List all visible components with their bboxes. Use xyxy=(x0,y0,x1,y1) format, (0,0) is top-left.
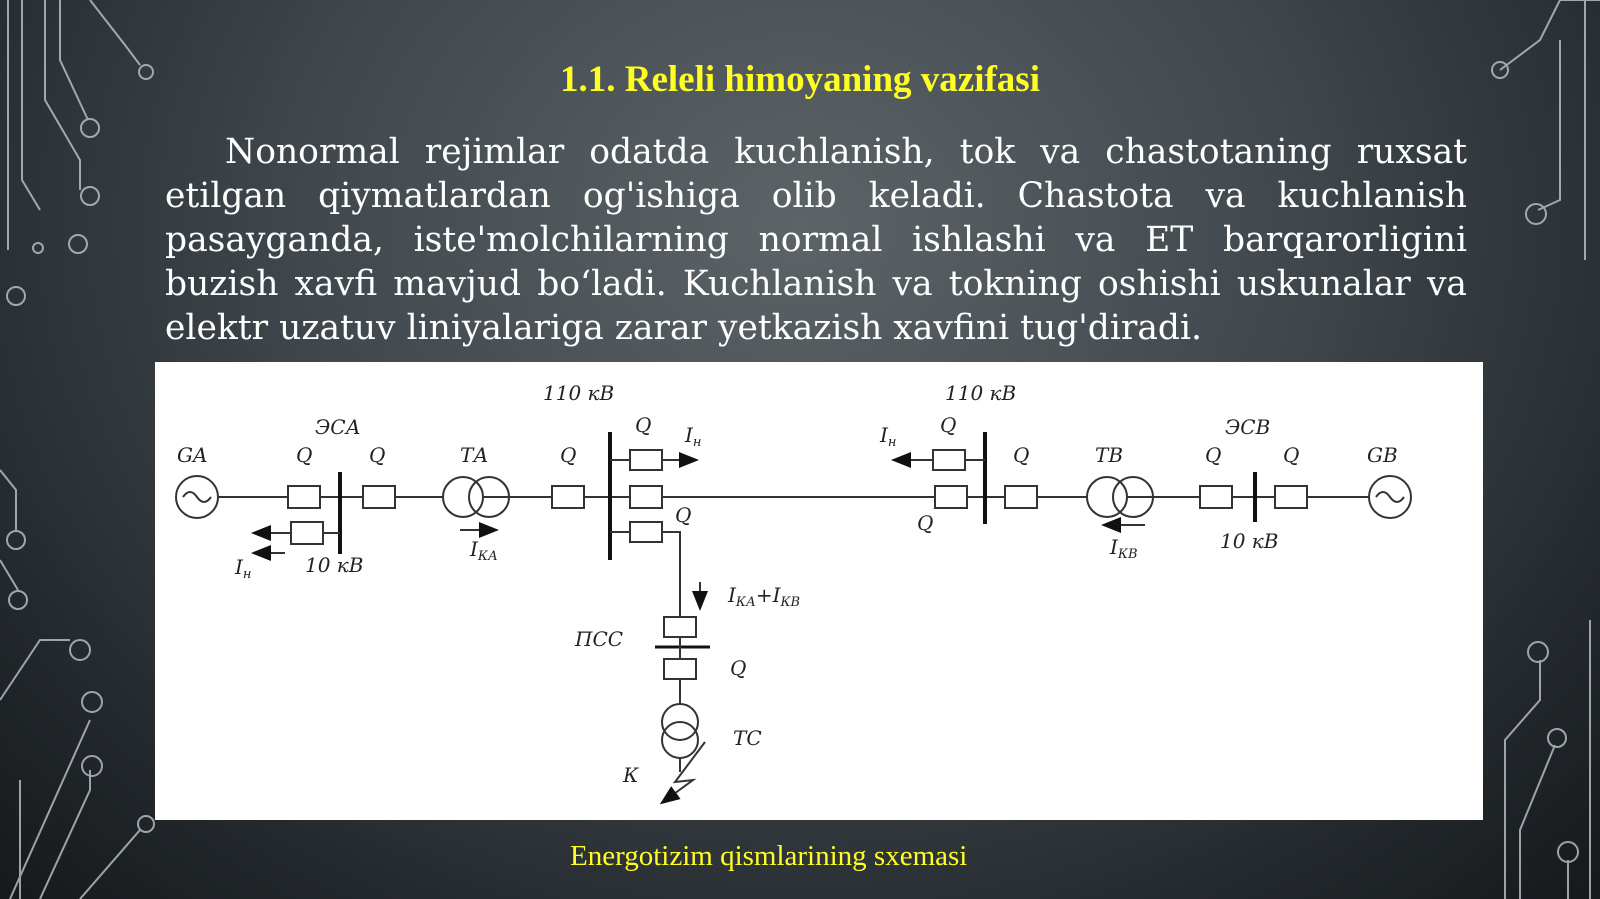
power-system-diagram xyxy=(155,362,1483,820)
label-10kv-left: 10 кВ xyxy=(305,553,364,577)
breaker-q xyxy=(935,486,967,508)
breaker-q xyxy=(664,659,696,679)
slide-title: 1.1. Releli himoyaning vazifasi xyxy=(560,59,1040,100)
breaker-q xyxy=(363,486,395,508)
label-110kv-left: 110 кВ xyxy=(543,381,615,405)
label-q: Q xyxy=(730,656,747,680)
label-q: Q xyxy=(369,443,386,467)
label-10kv-right: 10 кВ xyxy=(1220,529,1279,553)
label-tb: ТВ xyxy=(1095,443,1124,467)
breaker-q xyxy=(288,486,320,508)
breaker-q xyxy=(552,486,584,508)
breaker-q xyxy=(664,617,696,637)
label-in-b: $I_н$ xyxy=(880,423,897,450)
label-q: Q xyxy=(675,503,692,527)
slide-paragraph: Nonormal rejimlar odatda kuchlanish, tok va chastotaning ruxsat etilgan qiymatlardan og'ishiga olib keladi. Chastota va kuchlanish pasayganda, iste'molchilarning normal ishlashi va ET barqarorligini buzish xavfi mavjud bo‘ladi. Kuchlanish va tokning oshishi uskunalar va elektr uzatuv liniyalariga zarar yetkazish xavfini tug'diradi. xyxy=(165,132,1467,348)
generator-a xyxy=(176,476,218,518)
label-station-b: ЭСВ xyxy=(1225,415,1271,439)
label-q: Q xyxy=(1205,443,1222,467)
label-pss: ПСС xyxy=(575,627,624,651)
label-fault-k: К xyxy=(623,763,639,787)
label-ika-ikb: $I_{КА}+I_{КВ}$ xyxy=(728,583,801,610)
label-q: Q xyxy=(917,511,934,535)
label-tc: ТС xyxy=(733,726,762,750)
label-q: Q xyxy=(1013,443,1030,467)
diagram-caption: Energotizim qismlarining sxemasi xyxy=(570,840,968,872)
breaker-q xyxy=(630,450,662,470)
label-q: Q xyxy=(940,413,957,437)
breaker-q xyxy=(1200,486,1232,508)
breaker-q xyxy=(1005,486,1037,508)
label-ta: ТА xyxy=(460,443,489,467)
label-in-right: $I_н$ xyxy=(685,423,702,450)
label-110kv-right: 110 кВ xyxy=(945,381,1017,405)
breaker-q xyxy=(630,522,662,542)
label-q: Q xyxy=(560,443,577,467)
breaker-q xyxy=(630,486,662,508)
label-q: Q xyxy=(1283,443,1300,467)
generator-b xyxy=(1369,476,1411,518)
breaker-q xyxy=(1275,486,1307,508)
label-ikb: $I_{КВ}$ xyxy=(1110,535,1138,562)
transformer-c xyxy=(662,704,698,758)
label-ika: $I_{КА}$ xyxy=(470,537,498,564)
breaker-q xyxy=(933,450,965,470)
label-q: Q xyxy=(635,413,652,437)
breaker-q xyxy=(291,522,323,544)
label-q: Q xyxy=(296,443,313,467)
label-in: $I_н$ xyxy=(235,555,252,582)
label-ga: GA xyxy=(177,443,208,467)
label-station-a: ЭСА xyxy=(315,415,361,439)
label-gb: GB xyxy=(1367,443,1398,467)
